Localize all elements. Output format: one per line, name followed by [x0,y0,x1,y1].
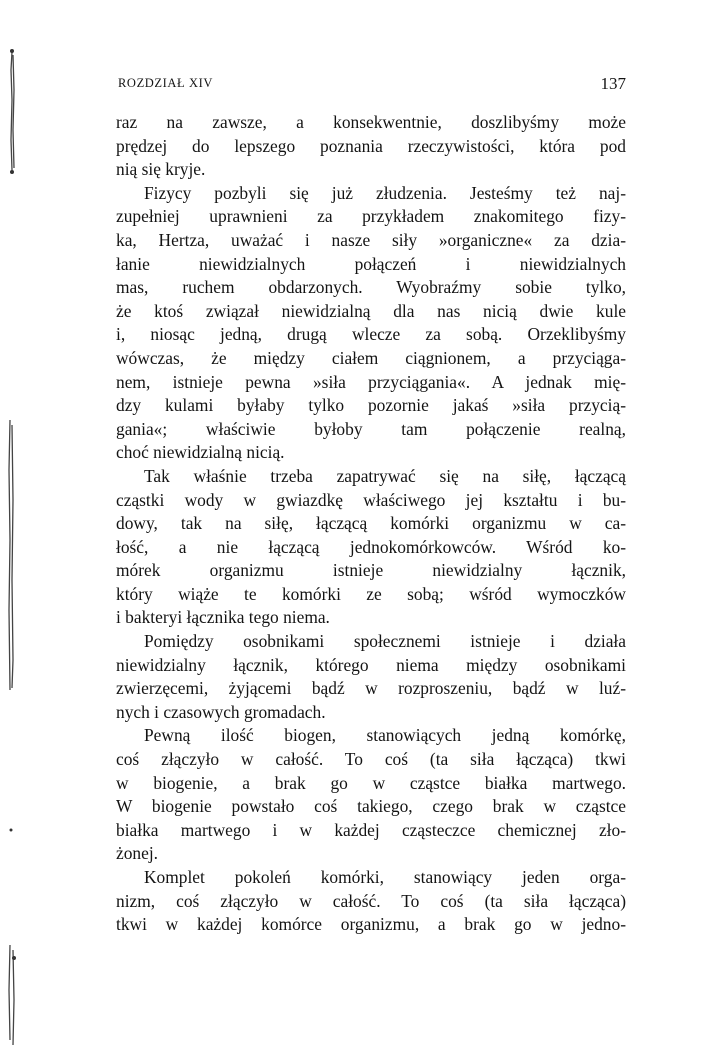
text-line: cząstki wody w gwiazdkę właściwego jej kształtu i bu- [116,489,626,510]
running-header [116,74,626,96]
text-line: i, niosąc jedną, drugą wlecze za sobą. Orzeklibyśmy [116,324,626,345]
text-line: żonej. [116,843,159,864]
text-line: Pomiędzy osobnikami społecznemi istnieje i działa [144,631,626,652]
text-line: Pewną ilość biogen, stanowiących jedną komórkę, [144,725,626,746]
text-line: W biogenie powstało coś takiego, czego brak w cząstce [116,796,626,817]
text-line: dzy kulami byłaby tylko pozornie jakaś »siła przycią- [116,395,626,416]
text-line: choć niewidzialną nicią. [116,442,285,463]
chapter-title: ROZDZIAŁ XIV [118,76,214,90]
body-text [116,111,626,937]
text-line: coś złączyło w całość. To coś (ta siła łącząca) tkwi [116,749,626,770]
text-line: gania«; właściwie byłoby tam połączenie realną, [116,418,626,439]
text-line: wówczas, że między ciałem ciągnionem, a przyciąga- [116,347,626,368]
text-line: Komplet pokoleń komórki, stanowiący jeden orga- [144,867,626,887]
scan-edge-artifact [0,0,30,1053]
text-line: mórek organizmu istnieje niewidzialny łącznik, [116,560,626,581]
text-line: dowy, tak na siłę, łączącą komórki organizmu w ca- [116,513,626,534]
text-line: nem, istnieje pewna »siła przyciągania«. A jednak mię- [116,371,626,392]
text-line: łość, a nie łączącą jednokomórkowców. Wśród ko- [116,536,626,557]
page-number: 137 [600,74,626,93]
text-line: w biogenie, a brak go w cząstce białka martwego. [116,772,626,793]
text-line: i bakteryi łącznika tego niema. [116,607,330,628]
text-line: który wiąże te komórki ze sobą; wśród wymoczków [116,583,626,604]
book-page [116,0,626,1053]
text-line: nizm, coś złączyło w całość. To coś (ta siła łącząca) [116,890,626,911]
text-line: że ktoś związał niewidzialną dla nas nicią dwie kule [116,300,626,321]
text-line: nią się kryje. [116,159,206,180]
text-line: Fizycy pozbyli się już złudzenia. Jesteśmy też naj- [144,182,626,203]
text-line: Tak właśnie trzeba zapatrywać się na siłę, łączącą [144,465,626,486]
text-line: mas, ruchem obdarzonych. Wyobraźmy sobie tylko, [116,277,626,298]
text-line: ka, Hertza, uważać i nasze siły »organiczne« za dzia- [116,229,626,250]
text-line: tkwi w każdej komórce organizmu, a brak go w jedno- [116,914,626,935]
text-line: zupełniej uprawnieni za przykładem znakomitego fizy- [116,206,626,227]
text-line: łanie niewidzialnych połączeń i niewidzialnych [116,253,626,274]
text-line: zwierzęcemi, żyjącemi bądź w rozproszeniu, bądź w luź- [116,678,626,699]
text-line: raz na zawsze, a konsekwentnie, doszlibyśmy może [116,112,626,132]
text-line: nych i czasowych gromadach. [116,701,326,722]
text-line: prędzej do lepszego poznania rzeczywistości, która pod [116,135,626,156]
text-line: niewidzialny łącznik, którego niema między osobnikami [116,654,626,675]
text-line: białka martwego i w każdej cząsteczce chemicznej zło- [116,819,626,840]
